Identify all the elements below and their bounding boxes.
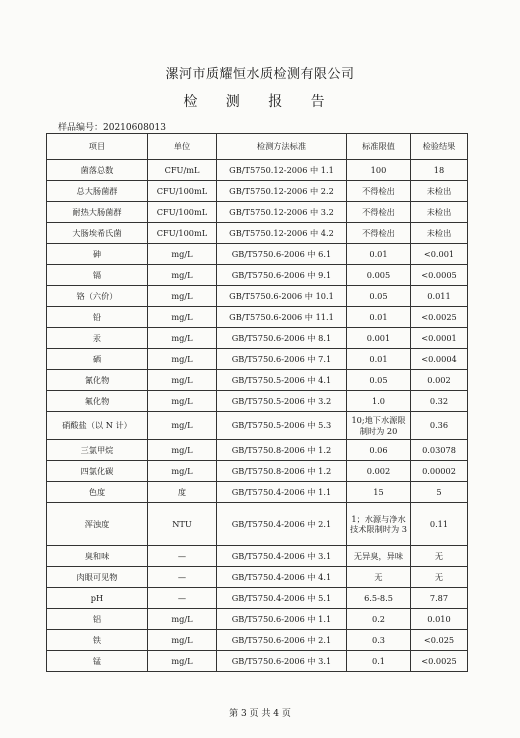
cell-result: 5 bbox=[411, 482, 468, 503]
cell-item: 三氯甲烷 bbox=[47, 440, 148, 461]
cell-item: 氟化物 bbox=[47, 391, 148, 412]
cell-item: 浑浊度 bbox=[47, 503, 148, 546]
cell-limit: 0.05 bbox=[347, 370, 411, 391]
cell-result: 0.03078 bbox=[411, 440, 468, 461]
cell-limit: 0.01 bbox=[347, 349, 411, 370]
cell-result: 未检出 bbox=[411, 181, 468, 202]
cell-method: GB/T5750.5-2006 中 3.2 bbox=[217, 391, 347, 412]
table-row bbox=[47, 482, 468, 503]
cell-item: 菌落总数 bbox=[47, 160, 148, 181]
cell-unit: mg/L bbox=[148, 265, 217, 286]
table-row bbox=[47, 630, 468, 651]
cell-limit: 100 bbox=[347, 160, 411, 181]
header-item: 项目 bbox=[47, 134, 148, 160]
cell-unit: — bbox=[148, 546, 217, 567]
cell-result: 0.00002 bbox=[411, 461, 468, 482]
cell-unit: mg/L bbox=[148, 307, 217, 328]
header-limit: 标准限值 bbox=[347, 134, 411, 160]
cell-item: 铬（六价） bbox=[47, 286, 148, 307]
cell-result: <0.0004 bbox=[411, 349, 468, 370]
table-row bbox=[47, 328, 468, 349]
cell-limit: 15 bbox=[347, 482, 411, 503]
cell-method: GB/T5750.6-2006 中 2.1 bbox=[217, 630, 347, 651]
cell-unit: mg/L bbox=[148, 391, 217, 412]
cell-method: GB/T5750.6-2006 中 7.1 bbox=[217, 349, 347, 370]
cell-result: <0.0025 bbox=[411, 651, 468, 672]
cell-method: GB/T5750.5-2006 中 5.3 bbox=[217, 412, 347, 440]
cell-result: 0.11 bbox=[411, 503, 468, 546]
cell-method: GB/T5750.12-2006 中 3.2 bbox=[217, 202, 347, 223]
cell-result: 无 bbox=[411, 546, 468, 567]
cell-limit: 0.001 bbox=[347, 328, 411, 349]
cell-item: 铅 bbox=[47, 307, 148, 328]
cell-unit: — bbox=[148, 567, 217, 588]
table-row bbox=[47, 588, 468, 609]
cell-unit: mg/L bbox=[148, 440, 217, 461]
table-row bbox=[47, 307, 468, 328]
cell-result: 0.011 bbox=[411, 286, 468, 307]
cell-unit: mg/L bbox=[148, 630, 217, 651]
cell-limit: 0.01 bbox=[347, 307, 411, 328]
cell-limit: 0.01 bbox=[347, 244, 411, 265]
cell-limit: 无 bbox=[347, 567, 411, 588]
table-row bbox=[47, 461, 468, 482]
cell-result: 18 bbox=[411, 160, 468, 181]
table-row bbox=[47, 370, 468, 391]
cell-unit: CFU/100mL bbox=[148, 202, 217, 223]
cell-item: 总大肠菌群 bbox=[47, 181, 148, 202]
table-row bbox=[47, 651, 468, 672]
header-result: 检验结果 bbox=[411, 134, 468, 160]
table-row bbox=[47, 440, 468, 461]
cell-result: 未检出 bbox=[411, 223, 468, 244]
cell-method: GB/T5750.6-2006 中 3.1 bbox=[217, 651, 347, 672]
test-results-table bbox=[46, 133, 468, 672]
sample-number: 样品编号：20210608013 bbox=[58, 123, 166, 133]
table-row bbox=[47, 244, 468, 265]
cell-result: 无 bbox=[411, 567, 468, 588]
cell-limit: 不得检出 bbox=[347, 223, 411, 244]
cell-method: GB/T5750.4-2006 中 3.1 bbox=[217, 546, 347, 567]
table-row bbox=[47, 609, 468, 630]
cell-method: GB/T5750.6-2006 中 8.1 bbox=[217, 328, 347, 349]
cell-result: <0.001 bbox=[411, 244, 468, 265]
table-row bbox=[47, 349, 468, 370]
cell-limit: 0.2 bbox=[347, 609, 411, 630]
cell-limit: 0.1 bbox=[347, 651, 411, 672]
header-unit: 单位 bbox=[148, 134, 217, 160]
cell-method: GB/T5750.5-2006 中 4.1 bbox=[217, 370, 347, 391]
cell-result: <0.0005 bbox=[411, 265, 468, 286]
cell-unit: mg/L bbox=[148, 349, 217, 370]
cell-item: pH bbox=[47, 588, 148, 609]
cell-limit: 10;地下水源限制时为 20 bbox=[347, 412, 411, 440]
report-title: 检 测 报 告 bbox=[183, 94, 337, 110]
company-name: 漯河市质耀恒水质检测有限公司 bbox=[165, 67, 355, 82]
cell-unit: NTU bbox=[148, 503, 217, 546]
table-row bbox=[47, 160, 468, 181]
cell-unit: mg/L bbox=[148, 328, 217, 349]
cell-item: 肉眼可见物 bbox=[47, 567, 148, 588]
cell-method: GB/T5750.8-2006 中 1.2 bbox=[217, 461, 347, 482]
table-header-row bbox=[47, 134, 468, 160]
cell-method: GB/T5750.12-2006 中 4.2 bbox=[217, 223, 347, 244]
cell-item: 臭和味 bbox=[47, 546, 148, 567]
cell-method: GB/T5750.12-2006 中 2.2 bbox=[217, 181, 347, 202]
table-row bbox=[47, 286, 468, 307]
table-row bbox=[47, 567, 468, 588]
cell-limit: 0.06 bbox=[347, 440, 411, 461]
cell-limit: 0.05 bbox=[347, 286, 411, 307]
cell-method: GB/T5750.4-2006 中 4.1 bbox=[217, 567, 347, 588]
cell-method: GB/T5750.4-2006 中 2.1 bbox=[217, 503, 347, 546]
cell-method: GB/T5750.6-2006 中 10.1 bbox=[217, 286, 347, 307]
cell-unit: CFU/100mL bbox=[148, 223, 217, 244]
cell-unit: mg/L bbox=[148, 286, 217, 307]
cell-method: GB/T5750.6-2006 中 6.1 bbox=[217, 244, 347, 265]
cell-item: 硒 bbox=[47, 349, 148, 370]
cell-limit: 无异臭，异味 bbox=[347, 546, 411, 567]
table-row bbox=[47, 265, 468, 286]
cell-method: GB/T5750.6-2006 中 9.1 bbox=[217, 265, 347, 286]
cell-unit: mg/L bbox=[148, 609, 217, 630]
cell-item: 耐热大肠菌群 bbox=[47, 202, 148, 223]
cell-limit: 1；水源与净水技术限制时为 3 bbox=[347, 503, 411, 546]
table-row bbox=[47, 181, 468, 202]
table-row bbox=[47, 503, 468, 546]
cell-method: GB/T5750.4-2006 中 1.1 bbox=[217, 482, 347, 503]
cell-unit: mg/L bbox=[148, 412, 217, 440]
cell-result: 0.36 bbox=[411, 412, 468, 440]
cell-item: 镉 bbox=[47, 265, 148, 286]
page-number: 第 3 页 共 4 页 bbox=[229, 709, 291, 719]
cell-limit: 0.3 bbox=[347, 630, 411, 651]
cell-result: 0.002 bbox=[411, 370, 468, 391]
cell-unit: 度 bbox=[148, 482, 217, 503]
header-method: 检测方法标准 bbox=[217, 134, 347, 160]
cell-item: 铝 bbox=[47, 609, 148, 630]
cell-method: GB/T5750.6-2006 中 11.1 bbox=[217, 307, 347, 328]
cell-result: 未检出 bbox=[411, 202, 468, 223]
cell-item: 锰 bbox=[47, 651, 148, 672]
cell-limit: 不得检出 bbox=[347, 181, 411, 202]
cell-item: 四氯化碳 bbox=[47, 461, 148, 482]
cell-result: <0.0025 bbox=[411, 307, 468, 328]
cell-unit: mg/L bbox=[148, 651, 217, 672]
cell-result: 7.87 bbox=[411, 588, 468, 609]
cell-unit: — bbox=[148, 588, 217, 609]
cell-unit: mg/L bbox=[148, 461, 217, 482]
cell-item: 砷 bbox=[47, 244, 148, 265]
table-row bbox=[47, 546, 468, 567]
cell-limit: 1.0 bbox=[347, 391, 411, 412]
cell-unit: mg/L bbox=[148, 244, 217, 265]
cell-limit: 不得检出 bbox=[347, 202, 411, 223]
cell-unit: mg/L bbox=[148, 370, 217, 391]
cell-item: 色度 bbox=[47, 482, 148, 503]
cell-result: <0.0001 bbox=[411, 328, 468, 349]
cell-item: 铁 bbox=[47, 630, 148, 651]
table-row bbox=[47, 412, 468, 440]
cell-unit: CFU/mL bbox=[148, 160, 217, 181]
cell-item: 大肠埃希氏菌 bbox=[47, 223, 148, 244]
cell-limit: 0.002 bbox=[347, 461, 411, 482]
table-row bbox=[47, 391, 468, 412]
cell-method: GB/T5750.12-2006 中 1.1 bbox=[217, 160, 347, 181]
cell-method: GB/T5750.6-2006 中 1.1 bbox=[217, 609, 347, 630]
cell-limit: 6.5-8.5 bbox=[347, 588, 411, 609]
cell-item: 硝酸盐（以 N 计） bbox=[47, 412, 148, 440]
table-row bbox=[47, 223, 468, 244]
cell-result: 0.32 bbox=[411, 391, 468, 412]
cell-method: GB/T5750.8-2006 中 1.2 bbox=[217, 440, 347, 461]
cell-unit: CFU/100mL bbox=[148, 181, 217, 202]
cell-limit: 0.005 bbox=[347, 265, 411, 286]
cell-result: <0.025 bbox=[411, 630, 468, 651]
cell-method: GB/T5750.4-2006 中 5.1 bbox=[217, 588, 347, 609]
cell-result: 0.010 bbox=[411, 609, 468, 630]
cell-item: 氰化物 bbox=[47, 370, 148, 391]
table-body bbox=[47, 160, 468, 672]
table-row bbox=[47, 202, 468, 223]
cell-item: 汞 bbox=[47, 328, 148, 349]
